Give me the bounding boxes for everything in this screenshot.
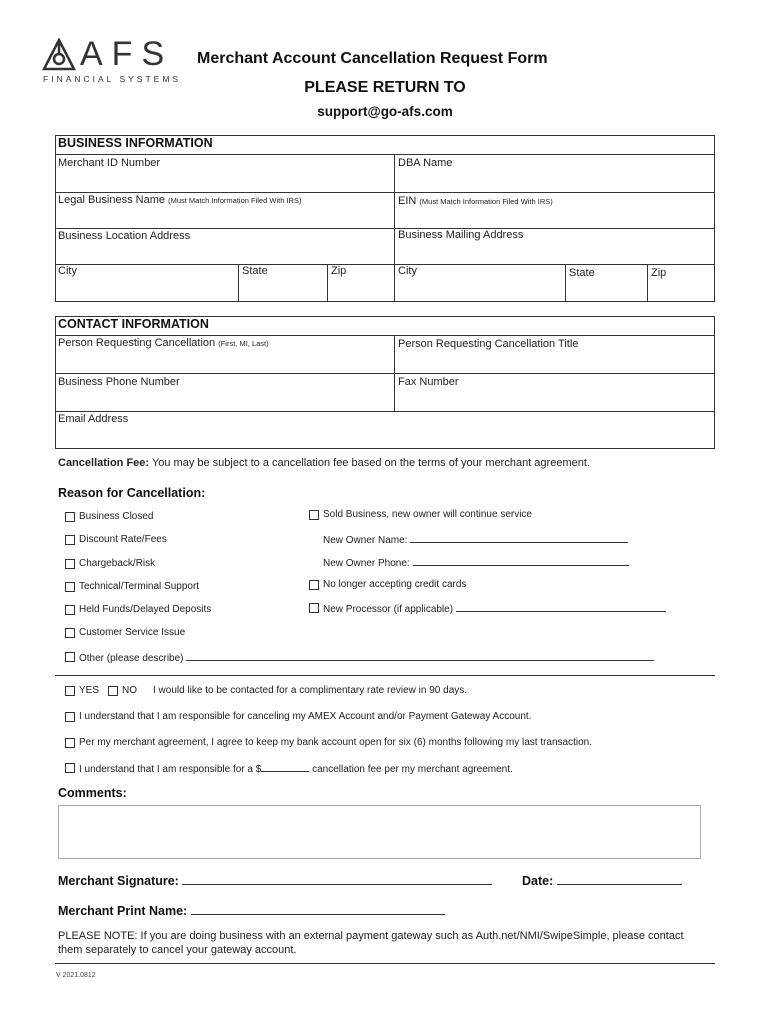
no-longer-accepting-label: No longer accepting credit cards [323,579,467,590]
chargeback-risk-label: Chargeback/Risk [79,558,156,569]
merchant-signature-underline[interactable] [182,873,492,885]
new-processor-label: New Processor (if applicable) [323,604,454,615]
mailing-state-field[interactable]: State [569,267,595,279]
version-label: V 2021.0812 [56,972,96,979]
fee-responsibility-pre: I understand that I am responsible for a $ [79,764,262,775]
afs-logo [42,35,182,85]
legal-business-name-field[interactable] [58,194,301,206]
business-closed-label: Business Closed [79,511,154,522]
person-requesting-note: (First, MI, Last) [218,339,269,348]
zip-field[interactable]: Zip [331,265,347,277]
contact-information-heading: CONTACT INFORMATION [58,317,209,331]
new-processor-line[interactable] [323,602,666,615]
amex-text: I understand that I am responsible for canceling my AMEX Account and/or Payment Gateway Account. [79,711,532,722]
person-title-field[interactable]: Person Requesting Cancellation Title [398,338,579,350]
business-phone-field[interactable]: Business Phone Number [58,376,180,388]
other-description-underline[interactable] [186,651,654,661]
merchant-print-name-underline[interactable] [191,903,445,915]
cancellation-fee-notice [58,457,590,469]
person-requesting-field[interactable] [58,337,269,349]
business-information-heading: BUSINESS INFORMATION [58,136,213,150]
logo-letters: AFS [80,35,174,73]
bank-account-checkbox[interactable] [65,738,75,748]
merchant-print-name-line[interactable] [58,903,445,918]
legal-business-name-note: (Must Match Information Filed With IRS) [168,196,302,205]
business-location-field[interactable]: Business Location Address [58,230,191,242]
technical-support-checkbox[interactable] [65,582,75,592]
merchant-id-field[interactable]: Merchant ID Number [58,157,161,169]
new-owner-phone-label: New Owner Phone: [323,558,410,569]
afs-logo-mark-icon [42,38,76,72]
other-label: Other (please describe) [79,653,184,664]
merchant-signature-label: Merchant Signature: [58,874,179,888]
yes-checkbox[interactable] [65,686,75,696]
date-line[interactable] [522,873,682,888]
cancellation-fee-label: Cancellation Fee: [58,457,150,469]
other-checkbox[interactable] [65,652,75,662]
business-closed-checkbox[interactable] [65,512,75,522]
new-owner-phone-underline[interactable] [413,556,629,566]
no-longer-accepting-checkbox[interactable] [309,580,319,590]
new-owner-name-label: New Owner Name: [323,535,408,546]
fee-responsibility-checkbox[interactable] [65,763,75,773]
fee-responsibility-line [79,762,513,775]
discount-rate-label: Discount Rate/Fees [79,534,167,545]
new-owner-name-underline[interactable] [410,533,628,543]
logo-subtitle: FINANCIAL SYSTEMS [43,74,182,84]
business-mailing-field[interactable]: Business Mailing Address [398,229,524,241]
legal-business-name-label: Legal Business Name [58,194,166,206]
new-owner-name-line[interactable] [323,533,628,546]
gateway-note: PLEASE NOTE: If you are doing business with an external payment gateway such as Auth.net/NMI/SwipeSimple, please contact them separately to cancel your gateway account. [58,930,684,956]
return-to-heading: PLEASE RETURN TO [304,79,466,96]
mailing-city-field[interactable]: City [398,265,417,277]
held-funds-checkbox[interactable] [65,605,75,615]
form-title: Merchant Account Cancellation Request Form [197,50,548,67]
comments-label: Comments: [58,786,127,800]
email-address-field[interactable]: Email Address [58,413,129,425]
comments-textarea[interactable] [58,805,701,859]
customer-service-checkbox[interactable] [65,628,75,638]
customer-service-label: Customer Service Issue [79,627,186,638]
fee-responsibility-post: cancellation fee per my merchant agreement. [312,764,513,775]
fee-amount-underline[interactable] [261,762,309,772]
ein-field[interactable] [398,195,553,207]
footer-divider [55,963,715,964]
merchant-signature-line[interactable] [58,873,492,888]
date-label: Date: [522,874,554,888]
technical-support-label: Technical/Terminal Support [79,581,200,592]
amex-checkbox[interactable] [65,712,75,722]
mailing-zip-field[interactable]: Zip [651,267,667,279]
person-requesting-label: Person Requesting Cancellation [58,337,216,349]
new-processor-checkbox[interactable] [309,603,319,613]
reason-heading: Reason for Cancellation: [58,486,206,500]
state-field[interactable]: State [242,265,268,277]
held-funds-label: Held Funds/Delayed Deposits [79,604,212,615]
other-describe-line[interactable] [79,651,654,664]
section-divider [55,675,715,676]
bank-account-text: Per my merchant agreement, I agree to keep my bank account open for six (6) months following my last transaction. [79,737,593,748]
yes-label: YES [79,685,100,696]
sold-business-checkbox[interactable] [309,510,319,520]
support-email[interactable]: support@go-afs.com [317,104,453,119]
cancellation-fee-text: You may be subject to a cancellation fee based on the terms of your merchant agreement. [151,457,590,469]
new-processor-underline[interactable] [456,602,666,612]
new-owner-phone-line[interactable] [323,556,629,569]
rate-review-text: I would like to be contacted for a complimentary rate review in 90 days. [153,685,468,696]
chargeback-risk-checkbox[interactable] [65,559,75,569]
sold-business-label: Sold Business, new owner will continue service [323,509,532,520]
dba-name-field[interactable]: DBA Name [398,157,453,169]
city-field[interactable]: City [58,265,77,277]
ein-label: EIN [398,195,417,207]
no-checkbox[interactable] [108,686,118,696]
no-label: NO [122,685,137,696]
merchant-print-name-label: Merchant Print Name: [58,904,188,918]
discount-rate-checkbox[interactable] [65,535,75,545]
ein-note: (Must Match Information Filed With IRS) [419,197,553,206]
date-underline[interactable] [557,873,682,885]
fax-field[interactable]: Fax Number [398,376,459,388]
